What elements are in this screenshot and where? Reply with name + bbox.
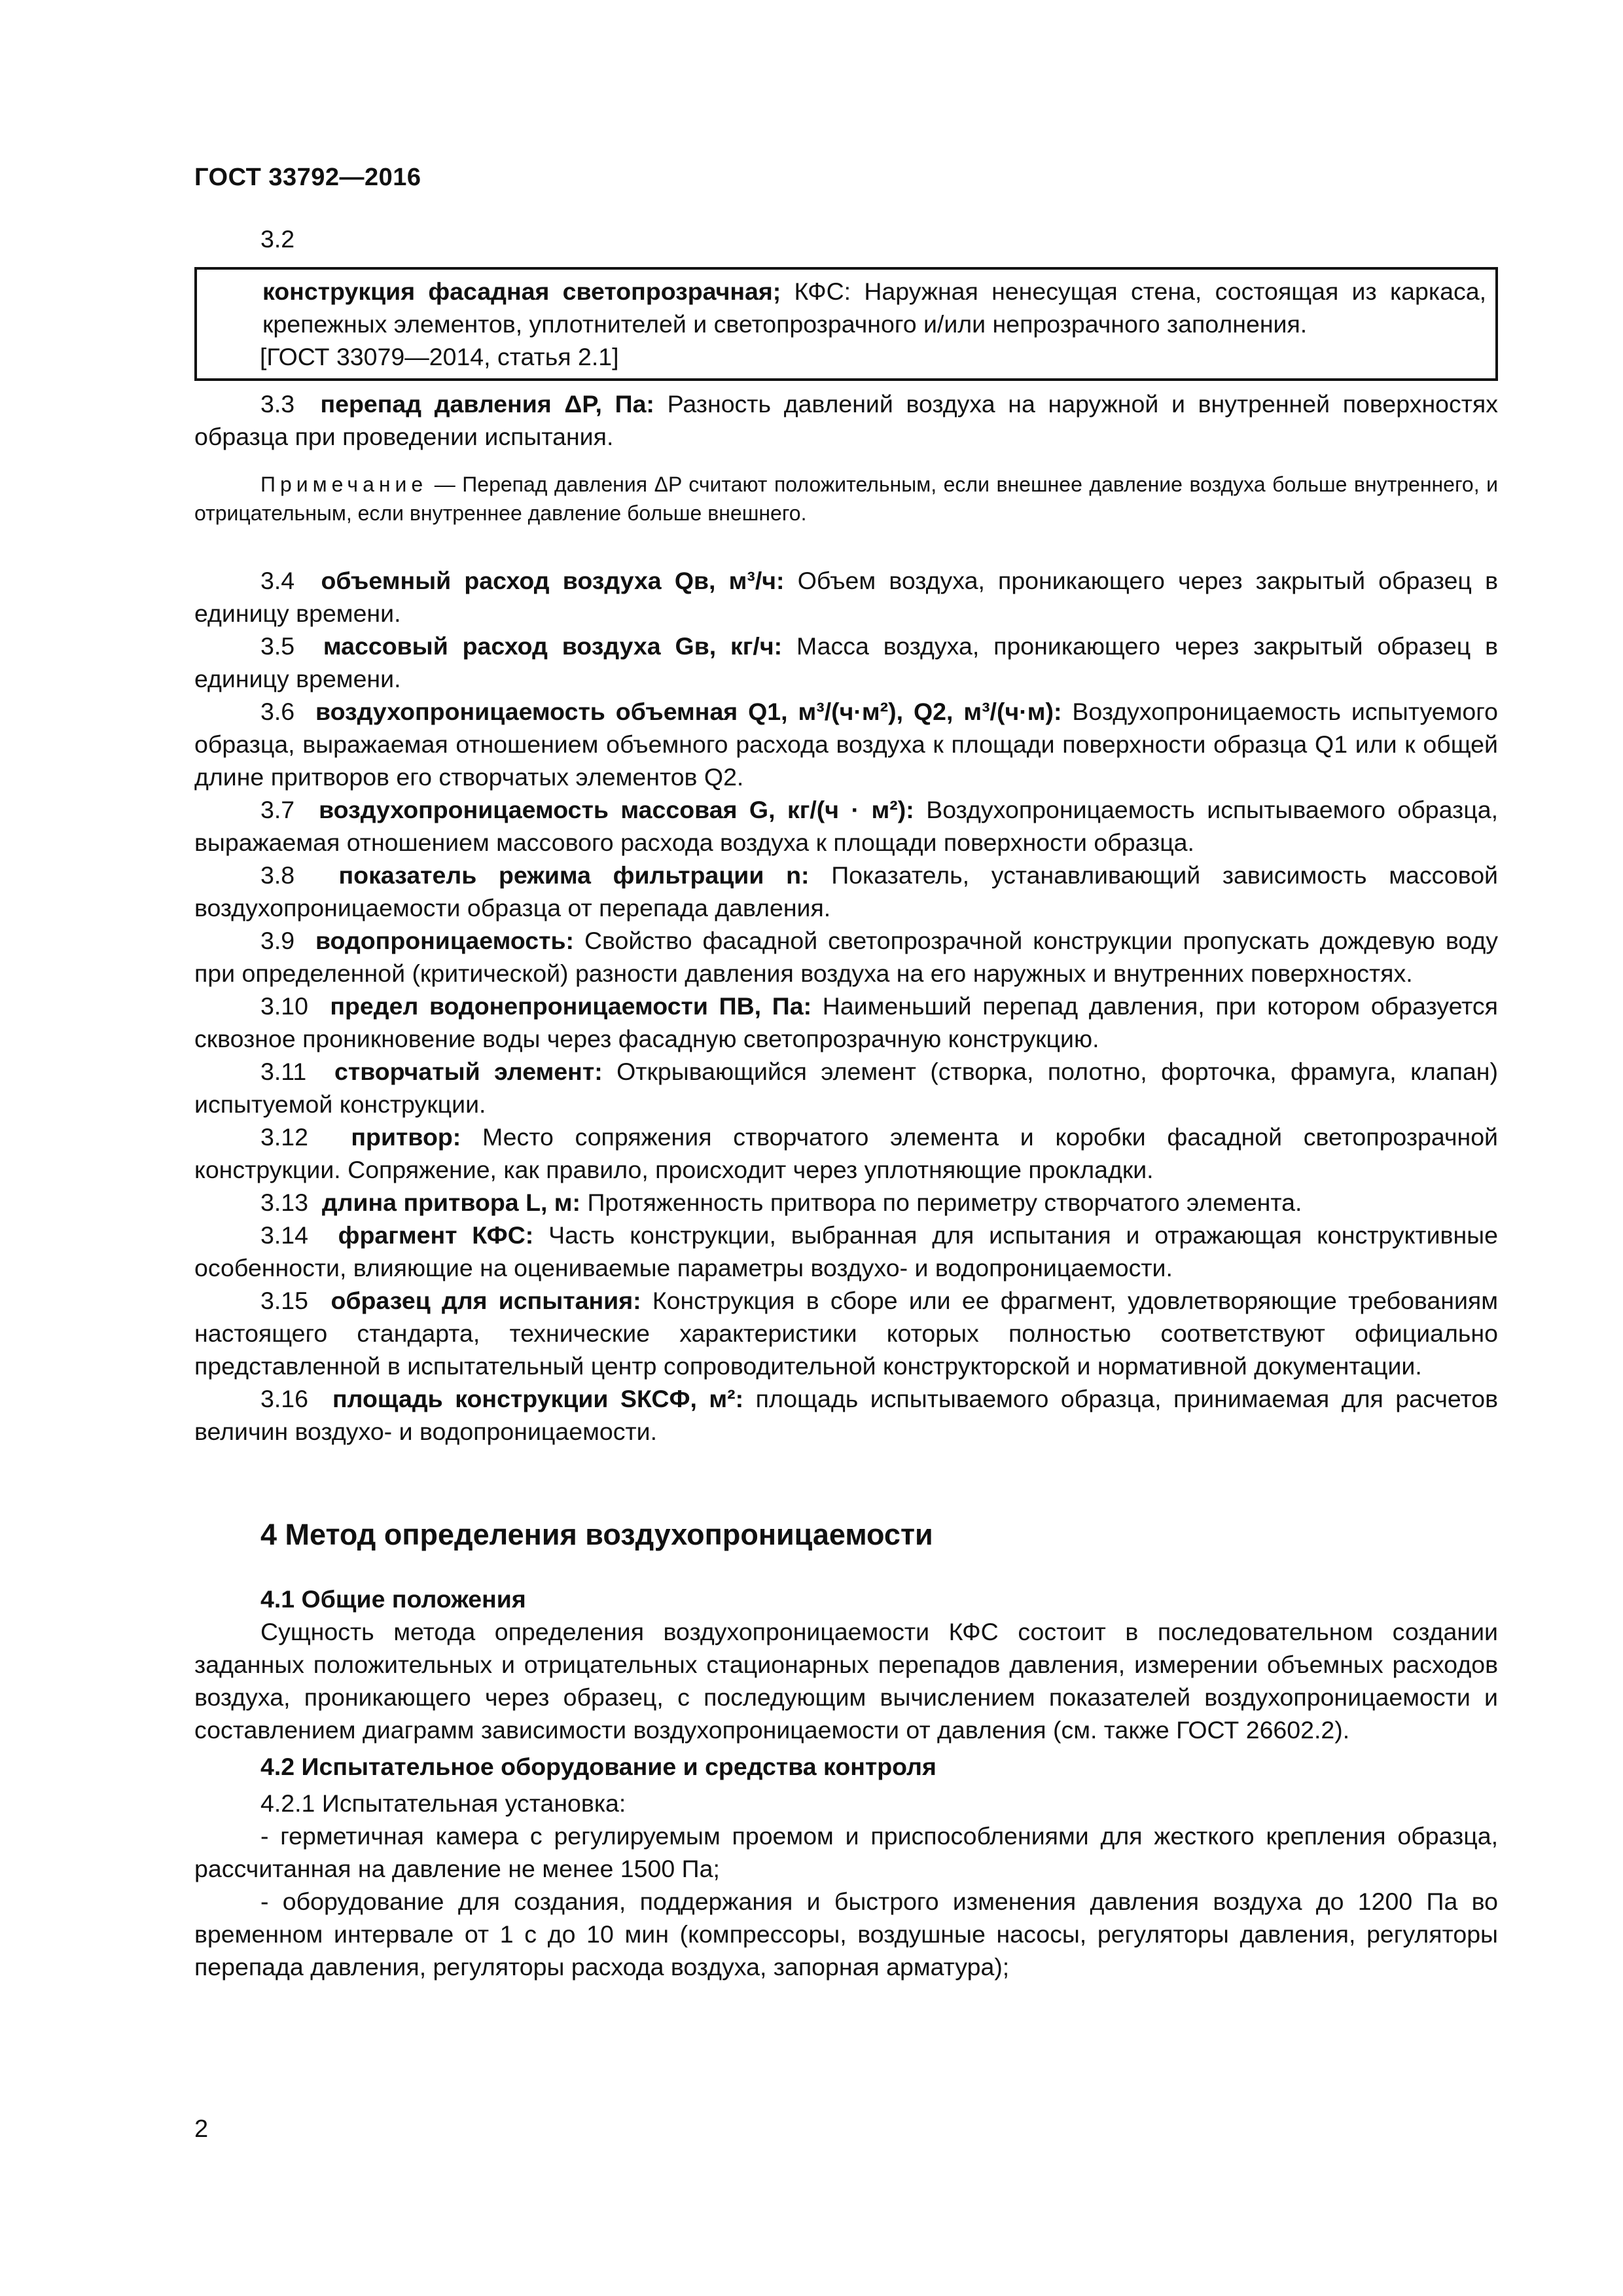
term-3-14 — [194, 1219, 1498, 1284]
term-number: 3.11 — [260, 1058, 307, 1085]
term-name: притвор: — [351, 1123, 461, 1151]
term-3-5 — [194, 630, 1498, 695]
term-3-3 — [194, 387, 1498, 453]
definition-text — [262, 275, 1486, 340]
term-name: длина притвора L, м: — [321, 1189, 581, 1216]
term-name: створчатый элемент: — [334, 1058, 603, 1085]
term-name: предел водонепроницаемости ПВ, Па: — [330, 992, 812, 1020]
term-text: Открывающийся элемент (створка, полотно, форточка, фрамуга, клапан) испытуемой конструкции. — [194, 1058, 1499, 1118]
term-name: площадь конструкции SКСФ, м²: — [332, 1385, 744, 1412]
page-content — [194, 223, 1498, 1983]
definition-term: конструкция фасадная светопрозрачная; — [262, 278, 781, 305]
term-number: 3.9 — [260, 927, 295, 954]
term-number: 3.14 — [260, 1221, 308, 1249]
term-text: Наименьший перепад давления, при котором образуется сквозное проникновение воды через фасадную светопрозрачную конструкцию. — [194, 992, 1498, 1052]
term-number: 3.16 — [260, 1385, 308, 1412]
term-text: Часть конструкции, выбранная для испытания и отражающая конструктивные особенности, влияющие на оцениваемые параметры воздухо- и водопроницаемости. — [194, 1221, 1498, 1282]
term-text: площадь испытываемого образца, принимаемая для расчетов величин воздухо- и водопроницаемости. — [194, 1385, 1499, 1445]
term-text: Воздухопроницаемость испытуемого образца, выражаемая отношением объемного расхода воздуха к площади поверхности образца Q1 или к общей длине притворов его створчатых элементов Q2. — [194, 698, 1498, 791]
term-text: Место сопряжения створчатого элемента и коробки фасадной светопрозрачной конструкции. Сопряжение, как правило, происходит через уплотняющие прокладки. — [194, 1123, 1498, 1183]
term-3-8 — [194, 859, 1498, 924]
definition-box — [194, 267, 1498, 381]
definition-body: Наружная ненесущая стена, состоящая из каркаса, крепежных элементов, уплотнителей и светопрозрачного и/или непрозрачного заполнения. — [262, 278, 1487, 338]
subsection-4-2-title: 4.2 Испытательное оборудование и средства контроля — [260, 1753, 936, 1780]
definition-abbr: КФС: — [781, 278, 865, 305]
list-item: - герметичная камера с регулируемым проемом и приспособлениями для жесткого крепления образца, рассчитанная на давление не менее 1500 Па; — [194, 1822, 1498, 1882]
section-4-title: 4 Метод определения воздухопроницаемости — [260, 1518, 933, 1551]
note-dash: — — [427, 473, 463, 496]
term-3-4 — [194, 564, 1498, 630]
term-name: воздухопроницаемость объемная Q1, м³/(ч·м²), Q2, м³/(ч·м): — [315, 698, 1062, 725]
term-text: Свойство фасадной светопрозрачной конструкции пропускать дождевую воду при определенной (критической) разности давления воздуха на его наружных и внутренних поверхностях. — [194, 927, 1498, 987]
term-name: показатель режима фильтрации n: — [338, 861, 810, 889]
term-name: перепад давления ΔP, Па: — [320, 390, 654, 418]
term-number: 3.7 — [260, 796, 295, 823]
term-number: 3.6 — [260, 698, 295, 725]
term-name: объемный расход воздуха Qв, м³/ч: — [321, 567, 785, 594]
term-name: фрагмент КФС: — [338, 1221, 534, 1249]
term-3-16 — [194, 1382, 1498, 1448]
term-name: образец для испытания: — [330, 1287, 641, 1314]
term-3-7 — [194, 793, 1498, 859]
term-name: водопроницаемость: — [315, 927, 574, 954]
page-number: 2 — [194, 2115, 209, 2143]
term-3-10 — [194, 990, 1498, 1055]
term-number: 3.8 — [260, 861, 295, 889]
clause-number: 3.2 — [260, 225, 295, 253]
term-text: Воздухопроницаемость испытываемого образца, выражаемая отношением массового расхода воздуха к площади поверхности образца. — [194, 796, 1498, 856]
term-number: 3.3 — [260, 390, 295, 418]
term-text: Конструкция в сборе или ее фрагмент, удовлетворяющие требованиям настоящего стандарта, технические характеристики которых полностью соответствуют официально представленной в испытательный центр сопроводительной конструкторской и нормативной документации. — [194, 1287, 1498, 1380]
item-4-2-1: 4.2.1 Испытательная установка: — [260, 1789, 626, 1817]
term-3-13 — [194, 1186, 1498, 1219]
note-text: Перепад давления ΔP считают положительным, если внешнее давление воздуха больше внутреннего, и отрицательным, если внутреннее давление больше внешнего. — [194, 473, 1499, 525]
term-name: массовый расход воздуха Gв, кг/ч: — [323, 632, 783, 660]
note — [194, 470, 1498, 528]
note-label: Примечание — [260, 473, 428, 496]
term-number: 3.15 — [260, 1287, 308, 1314]
term-text: Протяженность притвора по периметру створчатого элемента. — [587, 1189, 1302, 1216]
list-item: - оборудование для создания, поддержания и быстрого изменения давления воздуха до 1200 Па во временном интервале от 1 с до 10 мин (компрессоры, воздушные насосы, регуляторы давления, регуляторы перепада давления, регуляторы расхода воздуха, запорная арматура); — [194, 1888, 1498, 1981]
term-text: Масса воздуха, проникающего через закрытый образец в единицу времени. — [194, 632, 1498, 692]
term-text: Разность давлений воздуха на наружной и внутренней поверхностях образца при проведении испытания. — [194, 390, 1498, 450]
term-3-12 — [194, 1121, 1498, 1186]
term-number: 3.5 — [260, 632, 295, 660]
definition-source: [ГОСТ 33079—2014, статья 2.1] — [260, 343, 619, 370]
term-number: 3.13 — [260, 1189, 308, 1216]
term-3-9 — [194, 924, 1498, 990]
term-3-11 — [194, 1055, 1498, 1121]
subsection-4-1-title: 4.1 Общие положения — [260, 1585, 526, 1613]
term-3-6 — [194, 695, 1498, 793]
term-name: воздухопроницаемость массовая G, кг/(ч · м²): — [319, 796, 914, 823]
term-3-15 — [194, 1284, 1498, 1382]
term-text: Объем воздуха, проникающего через закрытый образец в единицу времени. — [194, 567, 1498, 627]
document-header: ГОСТ 33792—2016 — [194, 164, 421, 191]
term-number: 3.12 — [260, 1123, 308, 1151]
term-number: 3.4 — [260, 567, 295, 594]
paragraph-4-1: Сущность метода определения воздухопроницаемости КФС состоит в последовательном создании заданных положительных и отрицательных стационарных перепадов давления, измерении объемных расходов воздуха, проникающего через образец, с последующим вычислением показателей воздухопроницаемости и составлением диаграмм зависимости воздухопроницаемости от давления (см. также ГОСТ 26602.2). — [194, 1618, 1498, 1744]
term-text: Показатель, устанавливающий зависимость массовой воздухопроницаемости образца от перепада давления. — [194, 861, 1498, 922]
term-number: 3.10 — [260, 992, 308, 1020]
